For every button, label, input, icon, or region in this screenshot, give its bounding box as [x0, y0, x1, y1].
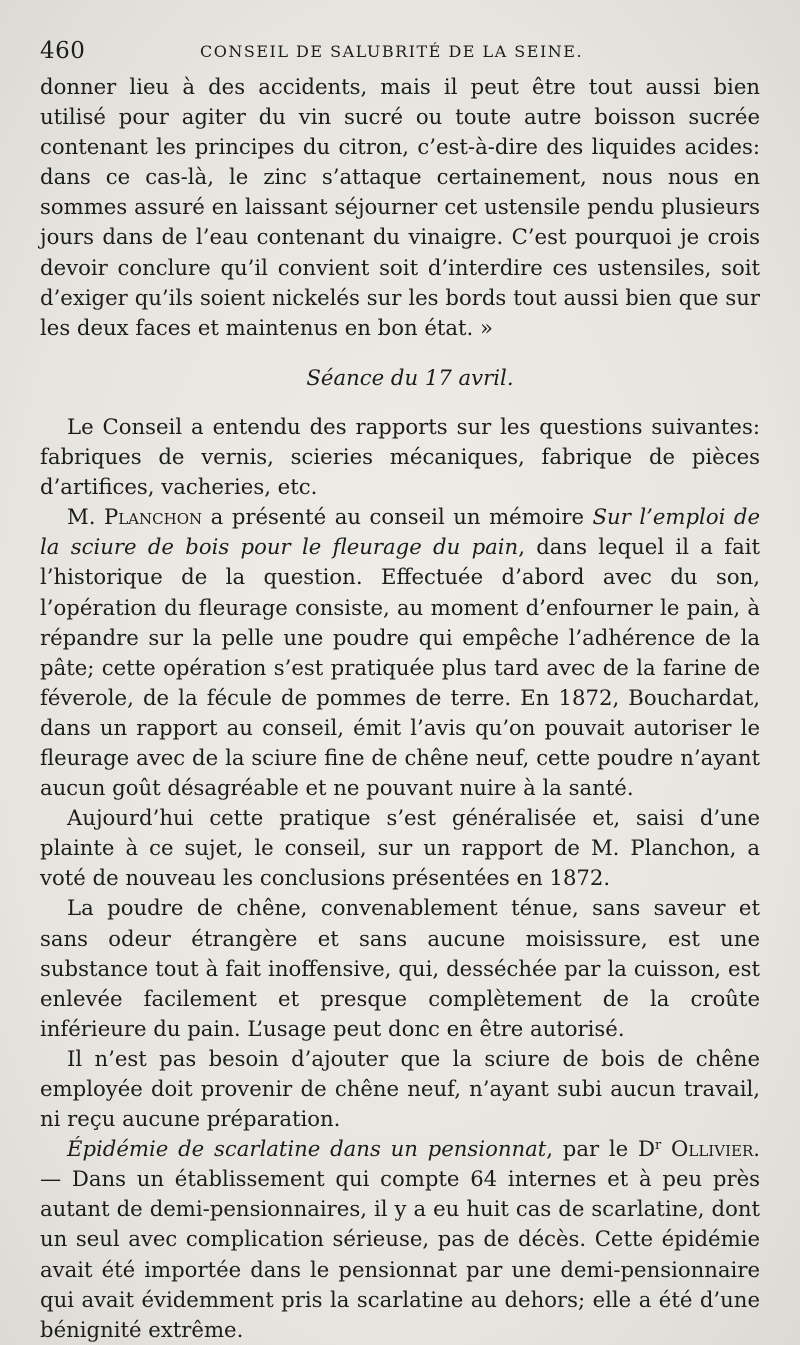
- paragraph-planchon-memoir: [40, 502, 760, 803]
- page-header: [40, 30, 760, 70]
- author-name-planchon: Planchon: [103, 504, 203, 530]
- text-rest: . — Dans un établissement qui compte 64 internes et à peu près autant de demi-pensionnaires, il y a eu huit cas de scarlatine, dont un seul avec complication sérieuse, pas de décès. Cette épidémie avait été importée dans le pensionnat par une demi-pensionnaire qui avait évidemment pris la scarlatine au dehors; elle a été d’une bénignité extrême.: [40, 1136, 760, 1342]
- memoir-title: Sur l’emploi de la sciure de bois pour le fleurage du pain: [40, 504, 760, 560]
- text-rest: , dans lequel il a fait l’historique de la question. Effectuée d’abord avec du son, l’opération du fleurage consiste, au moment d’enfourner le pain, à répandre sur la pelle une poudre qui empêche l’adhérence de la pâte; cette opération s’est pratiquée plus tard avec de la farine de féverole, de la fécule de pommes de terre. En 1872, Bouchardat, dans un rapport au conseil, émit l’avis qu’on pouvait autoriser le fleurage avec de la sciure fine de chêne neuf, cette poudre n’ayant aucun goût désagréable et ne pouvant nuire à la santé.: [40, 534, 760, 801]
- text-prefix: M.: [67, 504, 104, 530]
- running-head: CONSEIL DE SALUBRITÉ DE LA SEINE.: [200, 42, 584, 61]
- author-name-ollivier: Ollivier: [671, 1136, 754, 1162]
- text-mid: a présenté au conseil un mémoire: [202, 504, 593, 530]
- paragraph-council-reports: Le Conseil a entendu des rapports sur les questions suivantes: fabriques de vernis, scieries mécaniques, fabrique de pièces d’artifices, vacheries, etc.: [40, 413, 760, 500]
- report-title-scarlatine: Épidémie de scarlatine dans un pensionnat: [67, 1136, 547, 1162]
- paragraph-generalized-practice: Aujourd’hui cette pratique s’est généralisée et, saisi d’une plainte à ce sujet, le conseil, sur un rapport de M. Planchon, a voté de nouveau les conclusions présentées en 1872.: [40, 805, 760, 891]
- session-title: Séance du 17 avril.: [306, 364, 514, 390]
- page-number: 460: [40, 38, 86, 64]
- paragraph-continuation: donner lieu à des accidents, mais il peut être tout aussi bien utilisé pour agiter du vin sucré ou toute autre boisson sucrée contenant les principes du citron, c’est-à-dire des liquides acides: dans ce cas-là, le zinc s’attaque certainement, nous nous en sommes assuré en laissant séjourner cet ustensile pendu plusieurs jours dans de l’eau contenant du vinaigre. C’est pourquoi je crois devoir conclure qu’il convient soit d’interdire ces ustensiles, soit d’exiger qu’ils soient nickelés sur les bords tout aussi bien que sur les deux faces et maintenus en bon état. »: [40, 74, 760, 340]
- doctor-abbrev-sup: r: [654, 1137, 662, 1153]
- page-body: [40, 72, 760, 1345]
- paragraph-oak-powder: La poudre de chêne, convenablement ténue, sans saveur et sans odeur étrangère et sans aucune moisissure, est une substance tout à fait inoffensive, qui, desséchée par la cuisson, est enlevée facilement et presque complètement de la croûte inférieure du pain. L’usage peut donc en être autorisé.: [40, 895, 760, 1041]
- paragraph-scarlatine: [40, 1134, 760, 1345]
- paragraph-new-oak: Il n’est pas besoin d’ajouter que la sciure de bois de chêne employée doit provenir de chêne neuf, n’ayant subi aucun travail, ni reçu aucune préparation.: [40, 1045, 760, 1132]
- text-by: , par le D: [546, 1136, 655, 1162]
